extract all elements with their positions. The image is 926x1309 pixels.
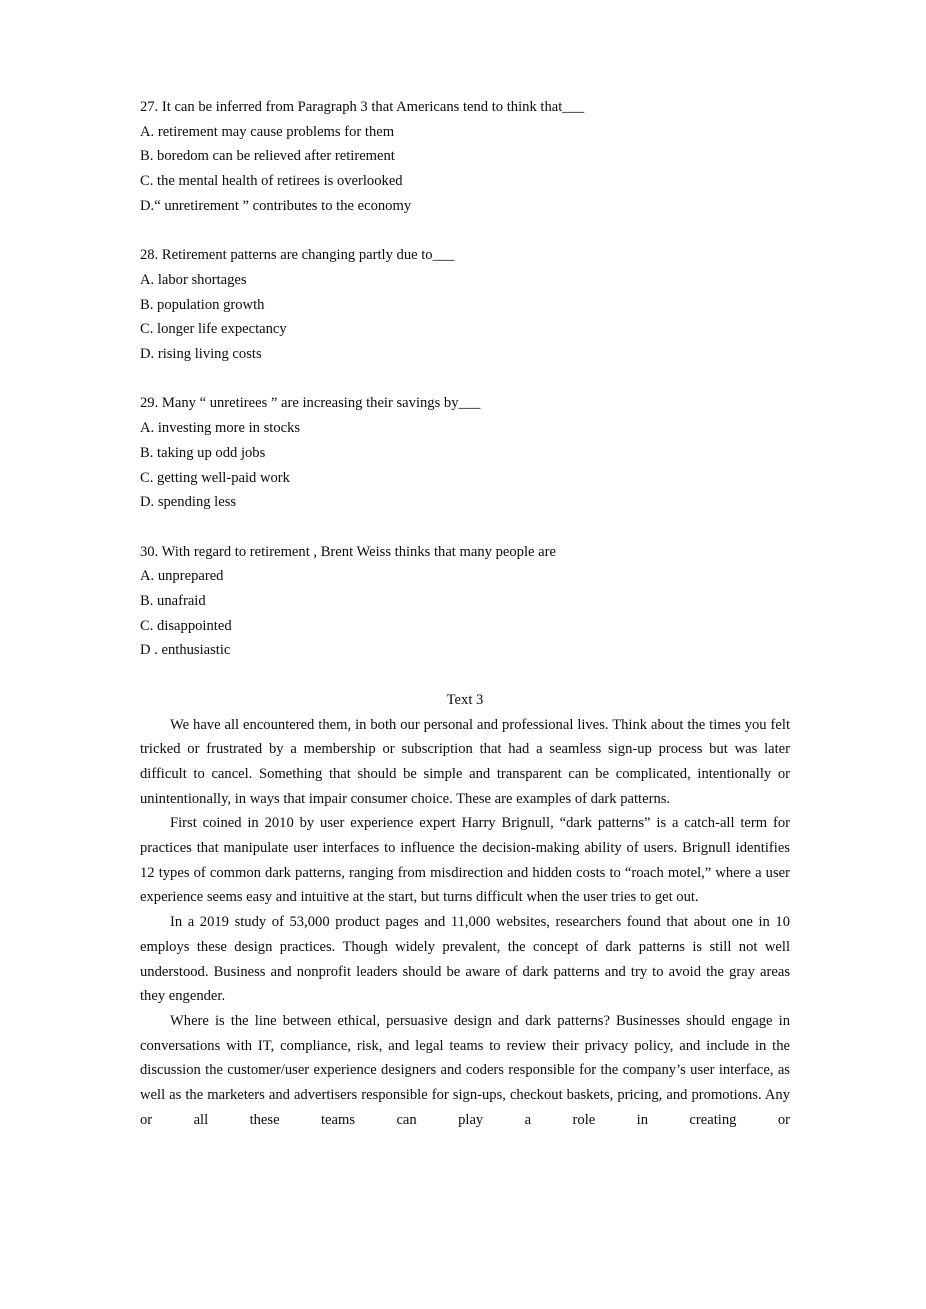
question-29-option-d: D. spending less [140, 494, 237, 511]
passage-paragraph-1: We have all encountered them, in both our personal and professional lives. Think about the times you felt tricked or frustrated by a membership or subscription that had a seamless sign-up process but was later difficult to cancel. Something that should be simple and transparent can be complicated, intentionally or unintentionally, in ways that impair consumer choice. These are examples of dark patterns. [140, 716, 790, 807]
question-27-stem: 27. It can be inferred from Paragraph 3 that Americans tend to think that___ [140, 99, 585, 115]
question-28-stem: 28. Retirement patterns are changing partly due to___ [140, 247, 455, 264]
question-28-option-d: D. rising living costs [140, 346, 262, 363]
question-28 [140, 243, 790, 367]
question-28-option-c: C. longer life expectancy [140, 321, 287, 338]
question-30-option-b: B. unafraid [140, 593, 206, 610]
question-30 [140, 540, 790, 664]
question-29-option-b: B. taking up odd jobs [140, 444, 266, 461]
passage-paragraph-2: First coined in 2010 by user experience expert Harry Brignull, “dark patterns” is a catch-all term for practices that manipulate user interfaces to influence the decision-making ability of users. Brignull identifies 12 types of common dark patterns, ranging from misdirection and hidden costs to “roach motel,” where a user experience seems easy and intuitive at the start, but turns difficult when the user tries to get out. [140, 815, 790, 906]
question-29-stem: 29. Many “ unretirees ” are increasing their savings by___ [140, 395, 481, 412]
question-28-option-b: B. population growth [140, 296, 265, 313]
passage-title: Text 3 [446, 691, 484, 708]
reading-passage-text-3 [140, 688, 790, 1133]
question-30-option-d: D . enthusiastic [140, 642, 231, 659]
question-section [140, 95, 790, 663]
question-29-option-c: C. getting well-paid work [140, 469, 290, 486]
question-27-option-b: B. boredom can be relieved after retirement [140, 148, 395, 165]
question-27 [140, 95, 790, 219]
question-30-option-c: C. disappointed [140, 617, 232, 634]
question-29 [140, 391, 790, 515]
question-28-option-a: A. labor shortages [140, 271, 247, 288]
question-27-option-d: D.“ unretirement ” contributes to the economy [140, 197, 412, 214]
passage-paragraph-3: In a 2019 study of 53,000 product pages and 11,000 websites, researchers found that about one in 10 employs these design practices. Though widely prevalent, the concept of dark patterns is still not well understood. Business and nonprofit leaders should be aware of dark patterns and try to avoid the gray areas they engender. [140, 914, 790, 1005]
question-29-option-a: A. investing more in stocks [140, 420, 301, 437]
question-27-option-c: C. the mental health of retirees is overlooked [140, 173, 403, 190]
passage-paragraph-4: Where is the line between ethical, persuasive design and dark patterns? Businesses should engage in conversations with IT, compliance, risk, and legal teams to review their privacy policy, and include in the discussion the customer/user experience designers and coders responsible for the company’s user interface, as well as the marketers and advertisers responsible for sign-ups, checkout baskets, pricing, and promotions. Any or all these teams can play a role in creating or [140, 1012, 790, 1128]
question-27-option-a: A. retirement may cause problems for them [140, 123, 395, 140]
question-30-option-a: A. unprepared [140, 568, 224, 585]
question-30-stem: 30. With regard to retirement , Brent Weiss thinks that many people are [140, 543, 556, 560]
